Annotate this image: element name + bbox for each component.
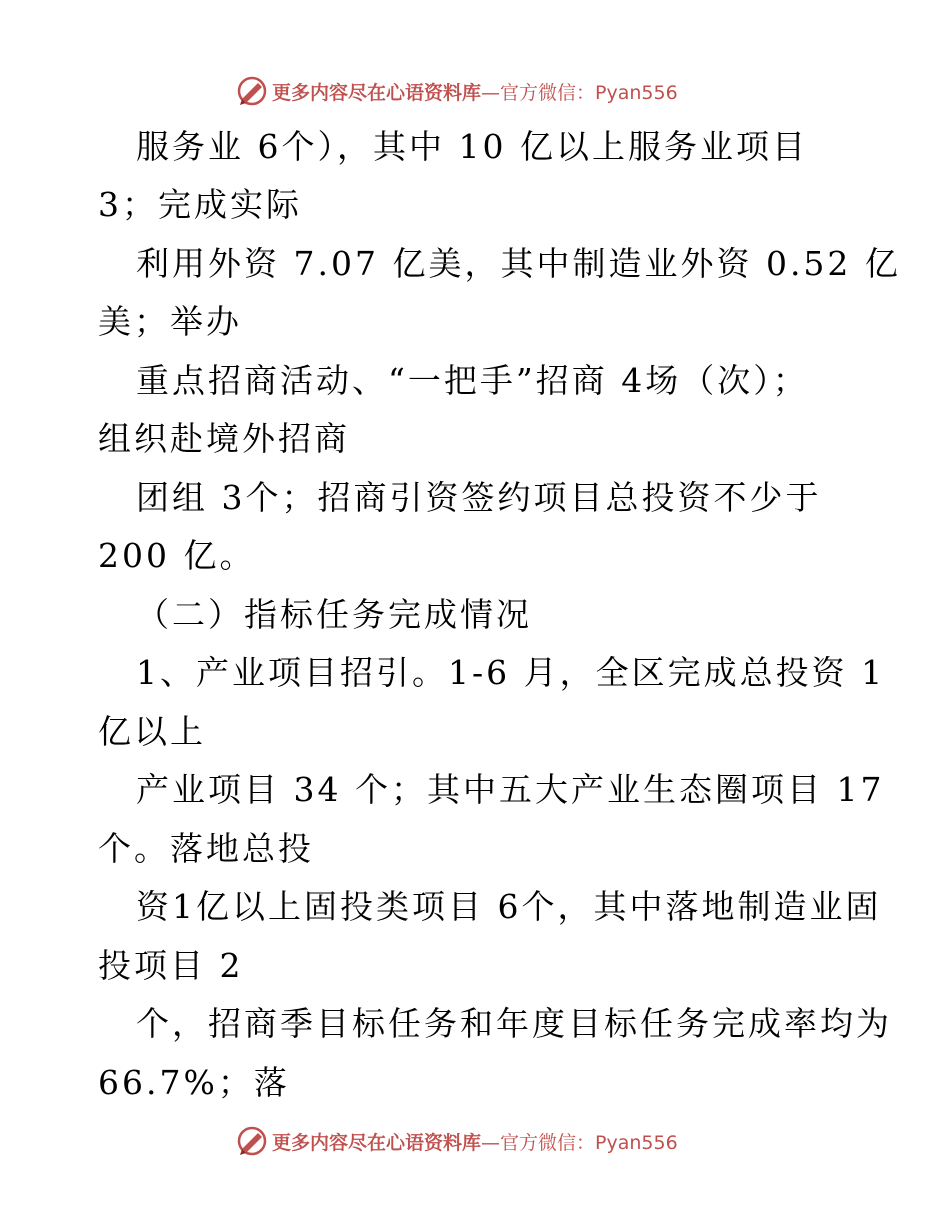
pen-logo-icon [236, 75, 268, 107]
watermark-header [236, 74, 678, 108]
section-heading: （二）指标任务完成情况 [136, 595, 532, 634]
watermark-contact: —官方微信：Pyan556 [481, 1131, 678, 1154]
watermark-contact: —官方微信：Pyan556 [481, 81, 678, 104]
text-line: 组织赴境外招商 [98, 419, 350, 458]
pen-logo-icon [236, 1125, 268, 1157]
text-line: 66.7%；落 [98, 1063, 290, 1102]
text-line: 重点招商活动、“一把手”招商 4场（次）； [136, 361, 809, 400]
text-line: 亿以上 [98, 712, 206, 751]
text-line: 美；举办 [98, 302, 242, 341]
text-line: 3；完成实际 [98, 185, 302, 224]
watermark-footer [236, 1124, 678, 1158]
text-line: 200 亿。 [98, 536, 256, 575]
text-line: 个。落地总投 [98, 829, 314, 868]
text-line: 产业项目 34 个；其中五大产业生态圈项目 17 [136, 770, 885, 809]
watermark-text: 更多内容尽在心语资料库 [272, 81, 482, 104]
text-line: 投项目 2 [98, 946, 244, 985]
text-line: 利用外资 7.07 亿美，其中制造业外资 0.52 亿 [136, 244, 901, 283]
text-line: 个，招商季目标任务和年度目标任务完成率均为 [136, 1004, 892, 1043]
text-line: 资1亿以上固投类项目 6个，其中落地制造业固 [136, 887, 882, 926]
text-line: 服务业 6个），其中 10 亿以上服务业项目 [136, 127, 808, 166]
text-line: 1、产业项目招引。1-6 月，全区完成总投资 1 [136, 653, 886, 692]
text-line: 团组 3个；招商引资签约项目总投资不少于 [136, 478, 822, 517]
watermark-text: 更多内容尽在心语资料库 [272, 1131, 482, 1154]
